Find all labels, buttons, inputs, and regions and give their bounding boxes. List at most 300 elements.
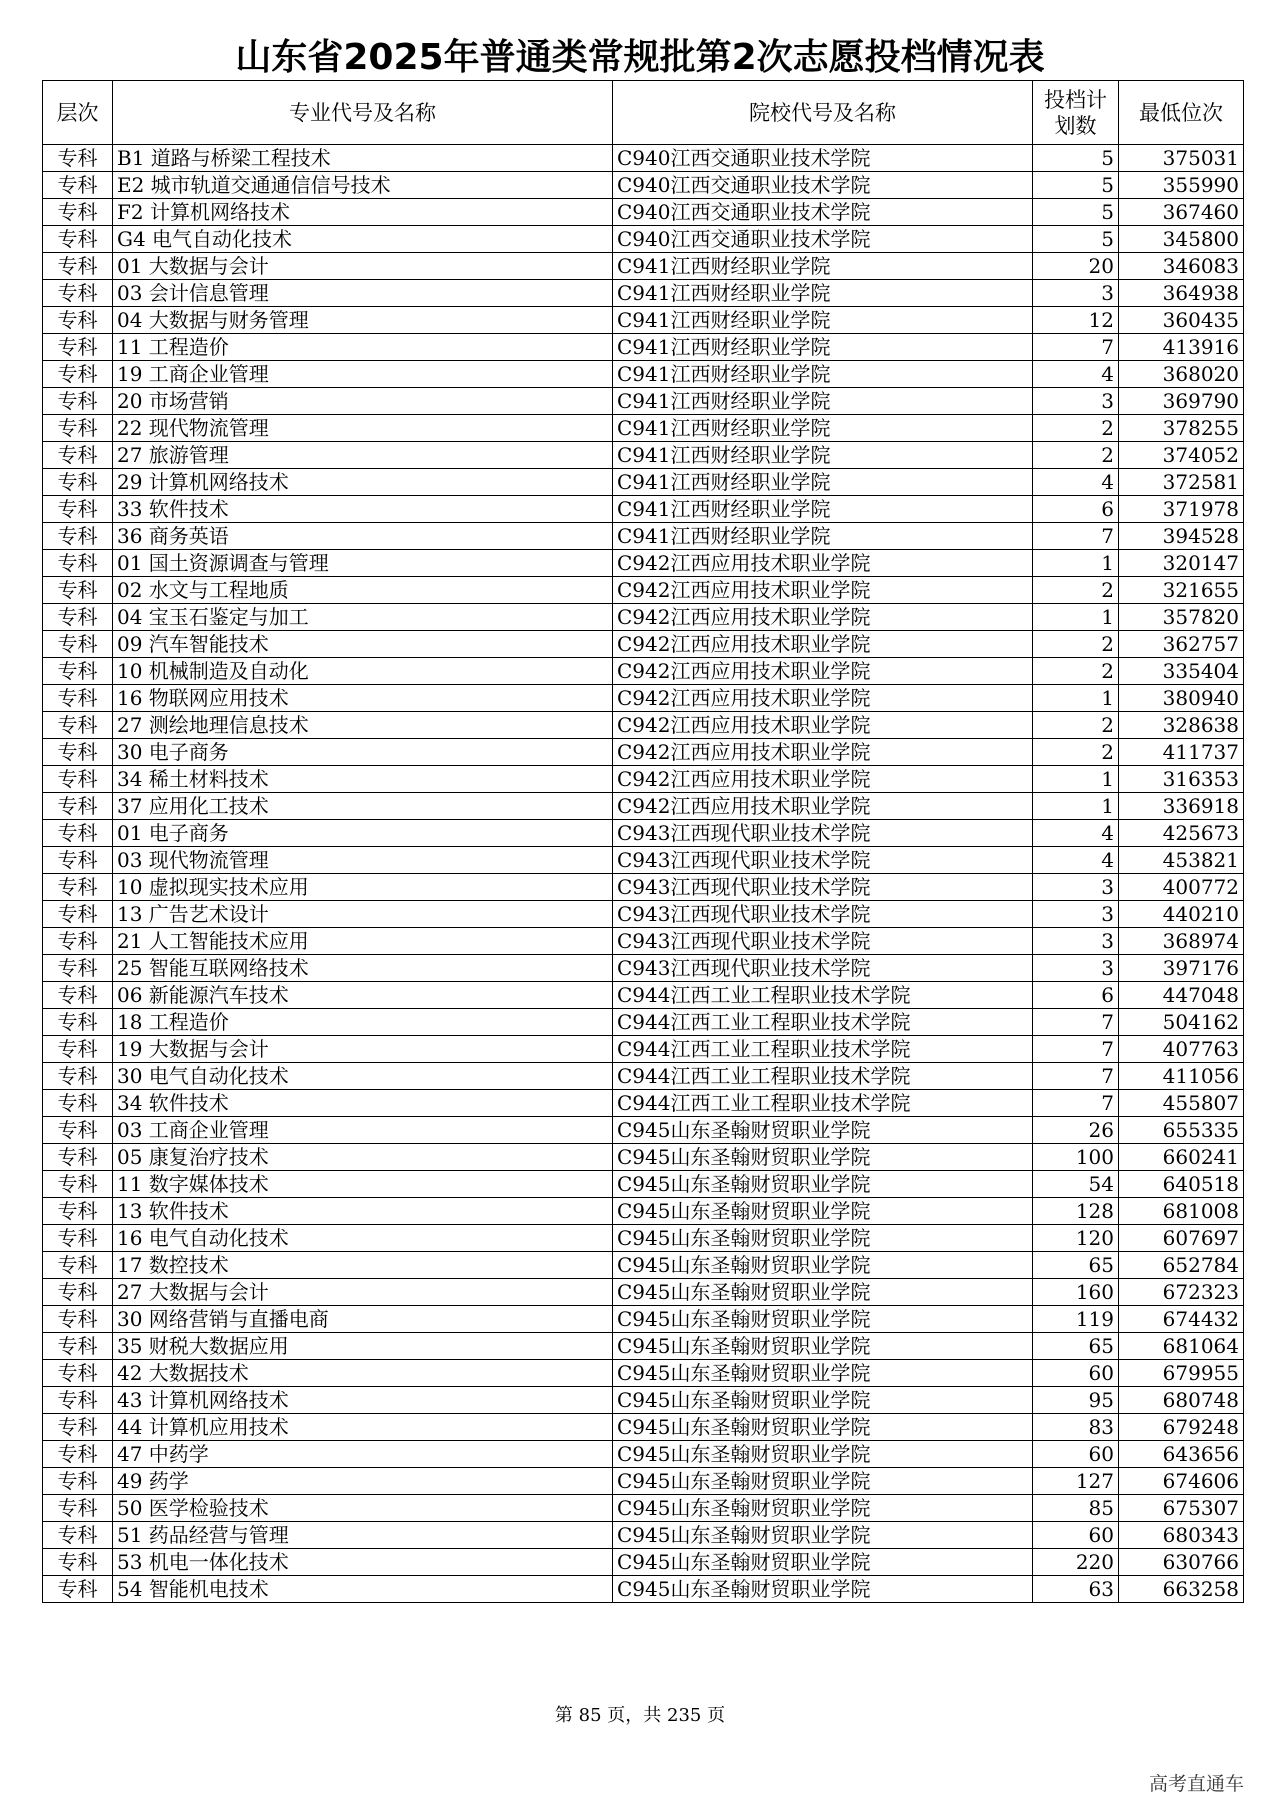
cell-level: 专科 [43, 1414, 113, 1441]
cell-major: 01 电子商务 [113, 820, 613, 847]
table-row [43, 1333, 1244, 1360]
cell-plan-count: 128 [1033, 1198, 1119, 1225]
cell-min-rank: 674432 [1119, 1306, 1244, 1333]
cell-min-rank: 681008 [1119, 1198, 1244, 1225]
cell-level: 专科 [43, 1279, 113, 1306]
cell-plan-count: 65 [1033, 1333, 1119, 1360]
table-row [43, 1441, 1244, 1468]
cell-major: 19 大数据与会计 [113, 1036, 613, 1063]
table-row [43, 658, 1244, 685]
table-row [43, 442, 1244, 469]
cell-school: C940江西交通职业技术学院 [613, 172, 1033, 199]
cell-school: C942江西应用技术职业学院 [613, 766, 1033, 793]
cell-min-rank: 640518 [1119, 1171, 1244, 1198]
table-row [43, 577, 1244, 604]
cell-min-rank: 630766 [1119, 1549, 1244, 1576]
cell-major: 17 数控技术 [113, 1252, 613, 1279]
cell-min-rank: 368020 [1119, 361, 1244, 388]
cell-plan-count: 3 [1033, 901, 1119, 928]
cell-major: 01 国土资源调查与管理 [113, 550, 613, 577]
header-plan-text: 投档计 划数 [1044, 87, 1107, 138]
cell-min-rank: 407763 [1119, 1036, 1244, 1063]
cell-school: C940江西交通职业技术学院 [613, 226, 1033, 253]
cell-level: 专科 [43, 1306, 113, 1333]
cell-major: F2 计算机网络技术 [113, 199, 613, 226]
cell-major: 09 汽车智能技术 [113, 631, 613, 658]
cell-level: 专科 [43, 550, 113, 577]
cell-plan-count: 1 [1033, 604, 1119, 631]
cell-school: C942江西应用技术职业学院 [613, 550, 1033, 577]
cell-min-rank: 374052 [1119, 442, 1244, 469]
cell-min-rank: 453821 [1119, 847, 1244, 874]
cell-school: C941江西财经职业学院 [613, 523, 1033, 550]
cell-min-rank: 368974 [1119, 928, 1244, 955]
table-row [43, 739, 1244, 766]
cell-min-rank: 674606 [1119, 1468, 1244, 1495]
header-major: 专业代号及名称 [113, 81, 613, 145]
cell-plan-count: 83 [1033, 1414, 1119, 1441]
cell-plan-count: 6 [1033, 496, 1119, 523]
cell-school: C945山东圣翰财贸职业学院 [613, 1306, 1033, 1333]
cell-level: 专科 [43, 1036, 113, 1063]
cell-major: 33 软件技术 [113, 496, 613, 523]
cell-plan-count: 1 [1033, 766, 1119, 793]
cell-school: C944江西工业工程职业技术学院 [613, 1036, 1033, 1063]
table-body [43, 145, 1244, 1603]
cell-level: 专科 [43, 955, 113, 982]
cell-major: 22 现代物流管理 [113, 415, 613, 442]
cell-plan-count: 2 [1033, 442, 1119, 469]
cell-major: 34 软件技术 [113, 1090, 613, 1117]
header-plan [1033, 81, 1119, 145]
cell-school: C941江西财经职业学院 [613, 280, 1033, 307]
cell-level: 专科 [43, 442, 113, 469]
cell-min-rank: 355990 [1119, 172, 1244, 199]
cell-plan-count: 5 [1033, 226, 1119, 253]
cell-major: 16 物联网应用技术 [113, 685, 613, 712]
cell-min-rank: 362757 [1119, 631, 1244, 658]
cell-major: 20 市场营销 [113, 388, 613, 415]
cell-level: 专科 [43, 1495, 113, 1522]
cell-min-rank: 660241 [1119, 1144, 1244, 1171]
cell-major: 03 工商企业管理 [113, 1117, 613, 1144]
cell-school: C941江西财经职业学院 [613, 469, 1033, 496]
table-row [43, 982, 1244, 1009]
table-row [43, 793, 1244, 820]
cell-plan-count: 220 [1033, 1549, 1119, 1576]
admission-table [42, 80, 1244, 1603]
cell-school: C941江西财经职业学院 [613, 388, 1033, 415]
cell-major: 29 计算机网络技术 [113, 469, 613, 496]
cell-major: 51 药品经营与管理 [113, 1522, 613, 1549]
table-row [43, 280, 1244, 307]
cell-level: 专科 [43, 1576, 113, 1603]
table-header-row [43, 81, 1244, 145]
cell-school: C945山东圣翰财贸职业学院 [613, 1576, 1033, 1603]
cell-level: 专科 [43, 334, 113, 361]
cell-school: C942江西应用技术职业学院 [613, 793, 1033, 820]
cell-major: 25 智能互联网络技术 [113, 955, 613, 982]
cell-min-rank: 378255 [1119, 415, 1244, 442]
cell-major: 27 测绘地理信息技术 [113, 712, 613, 739]
cell-major: 53 机电一体化技术 [113, 1549, 613, 1576]
cell-major: 35 财税大数据应用 [113, 1333, 613, 1360]
cell-plan-count: 63 [1033, 1576, 1119, 1603]
cell-min-rank: 425673 [1119, 820, 1244, 847]
table-row [43, 361, 1244, 388]
cell-major: 01 大数据与会计 [113, 253, 613, 280]
cell-min-rank: 504162 [1119, 1009, 1244, 1036]
cell-plan-count: 3 [1033, 388, 1119, 415]
cell-plan-count: 4 [1033, 820, 1119, 847]
cell-level: 专科 [43, 847, 113, 874]
cell-major: 27 大数据与会计 [113, 1279, 613, 1306]
cell-level: 专科 [43, 1009, 113, 1036]
table-row [43, 1522, 1244, 1549]
cell-level: 专科 [43, 523, 113, 550]
cell-min-rank: 680343 [1119, 1522, 1244, 1549]
cell-level: 专科 [43, 1171, 113, 1198]
table-row [43, 604, 1244, 631]
table-row [43, 1252, 1244, 1279]
cell-plan-count: 5 [1033, 199, 1119, 226]
table-row [43, 1576, 1244, 1603]
header-school: 院校代号及名称 [613, 81, 1033, 145]
table-row [43, 172, 1244, 199]
cell-min-rank: 663258 [1119, 1576, 1244, 1603]
table-row [43, 1117, 1244, 1144]
table-row [43, 766, 1244, 793]
cell-plan-count: 54 [1033, 1171, 1119, 1198]
table-row [43, 820, 1244, 847]
cell-plan-count: 2 [1033, 712, 1119, 739]
cell-min-rank: 321655 [1119, 577, 1244, 604]
cell-level: 专科 [43, 1117, 113, 1144]
cell-major: 50 医学检验技术 [113, 1495, 613, 1522]
cell-school: C943江西现代职业技术学院 [613, 874, 1033, 901]
cell-major: 03 现代物流管理 [113, 847, 613, 874]
cell-school: C945山东圣翰财贸职业学院 [613, 1522, 1033, 1549]
table-row [43, 712, 1244, 739]
cell-major: 42 大数据技术 [113, 1360, 613, 1387]
cell-plan-count: 2 [1033, 739, 1119, 766]
cell-level: 专科 [43, 226, 113, 253]
cell-level: 专科 [43, 577, 113, 604]
cell-school: C945山东圣翰财贸职业学院 [613, 1198, 1033, 1225]
cell-plan-count: 127 [1033, 1468, 1119, 1495]
cell-plan-count: 2 [1033, 577, 1119, 604]
cell-min-rank: 679955 [1119, 1360, 1244, 1387]
cell-level: 专科 [43, 1225, 113, 1252]
cell-plan-count: 1 [1033, 685, 1119, 712]
cell-school: C945山东圣翰财贸职业学院 [613, 1360, 1033, 1387]
cell-school: C942江西应用技术职业学院 [613, 604, 1033, 631]
table-row [43, 1063, 1244, 1090]
table-row [43, 928, 1244, 955]
table-row [43, 469, 1244, 496]
header-level: 层次 [43, 81, 113, 145]
cell-plan-count: 3 [1033, 955, 1119, 982]
cell-school: C943江西现代职业技术学院 [613, 847, 1033, 874]
cell-plan-count: 120 [1033, 1225, 1119, 1252]
cell-level: 专科 [43, 820, 113, 847]
cell-plan-count: 4 [1033, 847, 1119, 874]
cell-school: C945山东圣翰财贸职业学院 [613, 1387, 1033, 1414]
cell-major: 13 广告艺术设计 [113, 901, 613, 928]
cell-school: C943江西现代职业技术学院 [613, 820, 1033, 847]
cell-level: 专科 [43, 1198, 113, 1225]
cell-major: 11 工程造价 [113, 334, 613, 361]
cell-major: 10 机械制造及自动化 [113, 658, 613, 685]
table-row [43, 307, 1244, 334]
cell-school: C945山东圣翰财贸职业学院 [613, 1225, 1033, 1252]
cell-level: 专科 [43, 793, 113, 820]
cell-school: C945山东圣翰财贸职业学院 [613, 1441, 1033, 1468]
cell-min-rank: 413916 [1119, 334, 1244, 361]
cell-major: 13 软件技术 [113, 1198, 613, 1225]
cell-level: 专科 [43, 1441, 113, 1468]
cell-plan-count: 4 [1033, 469, 1119, 496]
watermark-text: 高考直通车 [1148, 1773, 1244, 1795]
cell-school: C945山东圣翰财贸职业学院 [613, 1171, 1033, 1198]
cell-major: 04 大数据与财务管理 [113, 307, 613, 334]
cell-plan-count: 3 [1033, 280, 1119, 307]
cell-level: 专科 [43, 361, 113, 388]
cell-level: 专科 [43, 982, 113, 1009]
cell-min-rank: 447048 [1119, 982, 1244, 1009]
cell-plan-count: 1 [1033, 793, 1119, 820]
cell-level: 专科 [43, 172, 113, 199]
cell-school: C941江西财经职业学院 [613, 415, 1033, 442]
cell-major: B1 道路与桥梁工程技术 [113, 145, 613, 172]
header-rank: 最低位次 [1119, 81, 1244, 145]
cell-min-rank: 320147 [1119, 550, 1244, 577]
cell-plan-count: 6 [1033, 982, 1119, 1009]
cell-school: C945山东圣翰财贸职业学院 [613, 1144, 1033, 1171]
table-row [43, 1171, 1244, 1198]
cell-level: 专科 [43, 874, 113, 901]
cell-level: 专科 [43, 1549, 113, 1576]
table-row [43, 1225, 1244, 1252]
cell-school: C945山东圣翰财贸职业学院 [613, 1117, 1033, 1144]
cell-plan-count: 100 [1033, 1144, 1119, 1171]
cell-level: 专科 [43, 928, 113, 955]
cell-major: 06 新能源汽车技术 [113, 982, 613, 1009]
table-row [43, 1549, 1244, 1576]
table-row [43, 1036, 1244, 1063]
cell-level: 专科 [43, 1063, 113, 1090]
table-row [43, 901, 1244, 928]
cell-plan-count: 60 [1033, 1522, 1119, 1549]
cell-min-rank: 411737 [1119, 739, 1244, 766]
table-row [43, 199, 1244, 226]
cell-school: C945山东圣翰财贸职业学院 [613, 1495, 1033, 1522]
cell-school: C942江西应用技术职业学院 [613, 685, 1033, 712]
cell-min-rank: 455807 [1119, 1090, 1244, 1117]
cell-major: 19 工商企业管理 [113, 361, 613, 388]
cell-major: 18 工程造价 [113, 1009, 613, 1036]
cell-major: 21 人工智能技术应用 [113, 928, 613, 955]
cell-school: C941江西财经职业学院 [613, 253, 1033, 280]
cell-major: 37 应用化工技术 [113, 793, 613, 820]
cell-school: C945山东圣翰财贸职业学院 [613, 1414, 1033, 1441]
cell-school: C943江西现代职业技术学院 [613, 955, 1033, 982]
cell-level: 专科 [43, 145, 113, 172]
cell-min-rank: 440210 [1119, 901, 1244, 928]
cell-level: 专科 [43, 307, 113, 334]
cell-min-rank: 681064 [1119, 1333, 1244, 1360]
table-row [43, 1468, 1244, 1495]
table-row [43, 1414, 1244, 1441]
cell-min-rank: 371978 [1119, 496, 1244, 523]
cell-plan-count: 5 [1033, 145, 1119, 172]
cell-min-rank: 336918 [1119, 793, 1244, 820]
cell-level: 专科 [43, 253, 113, 280]
cell-level: 专科 [43, 1522, 113, 1549]
table-row [43, 415, 1244, 442]
cell-major: 49 药学 [113, 1468, 613, 1495]
cell-min-rank: 675307 [1119, 1495, 1244, 1522]
table-row [43, 334, 1244, 361]
table-row [43, 1306, 1244, 1333]
cell-level: 专科 [43, 631, 113, 658]
cell-school: C940江西交通职业技术学院 [613, 145, 1033, 172]
cell-level: 专科 [43, 901, 113, 928]
cell-min-rank: 680748 [1119, 1387, 1244, 1414]
cell-level: 专科 [43, 1468, 113, 1495]
cell-plan-count: 60 [1033, 1441, 1119, 1468]
cell-plan-count: 2 [1033, 658, 1119, 685]
cell-school: C945山东圣翰财贸职业学院 [613, 1252, 1033, 1279]
cell-plan-count: 85 [1033, 1495, 1119, 1522]
cell-school: C944江西工业工程职业技术学院 [613, 1009, 1033, 1036]
cell-min-rank: 360435 [1119, 307, 1244, 334]
cell-major: 30 电气自动化技术 [113, 1063, 613, 1090]
cell-school: C942江西应用技术职业学院 [613, 739, 1033, 766]
cell-plan-count: 1 [1033, 550, 1119, 577]
cell-school: C942江西应用技术职业学院 [613, 577, 1033, 604]
cell-plan-count: 7 [1033, 334, 1119, 361]
cell-min-rank: 364938 [1119, 280, 1244, 307]
cell-min-rank: 400772 [1119, 874, 1244, 901]
cell-level: 专科 [43, 469, 113, 496]
cell-level: 专科 [43, 1387, 113, 1414]
cell-major: 43 计算机网络技术 [113, 1387, 613, 1414]
cell-min-rank: 369790 [1119, 388, 1244, 415]
cell-plan-count: 4 [1033, 361, 1119, 388]
table-row [43, 874, 1244, 901]
table-row [43, 523, 1244, 550]
cell-level: 专科 [43, 658, 113, 685]
page-footer: 第 85 页，共 235 页 [554, 1705, 726, 1726]
table-row [43, 1360, 1244, 1387]
cell-min-rank: 375031 [1119, 145, 1244, 172]
cell-major: 30 网络营销与直播电商 [113, 1306, 613, 1333]
table-row [43, 1009, 1244, 1036]
cell-school: C945山东圣翰财贸职业学院 [613, 1333, 1033, 1360]
cell-plan-count: 95 [1033, 1387, 1119, 1414]
cell-plan-count: 2 [1033, 631, 1119, 658]
cell-school: C941江西财经职业学院 [613, 361, 1033, 388]
admission-table-container [42, 80, 1243, 1603]
cell-school: C943江西现代职业技术学院 [613, 901, 1033, 928]
table-row [43, 388, 1244, 415]
cell-major: 30 电子商务 [113, 739, 613, 766]
table-row [43, 631, 1244, 658]
cell-major: 03 会计信息管理 [113, 280, 613, 307]
cell-plan-count: 65 [1033, 1252, 1119, 1279]
cell-plan-count: 7 [1033, 1009, 1119, 1036]
cell-min-rank: 411056 [1119, 1063, 1244, 1090]
cell-school: C944江西工业工程职业技术学院 [613, 1090, 1033, 1117]
cell-level: 专科 [43, 1090, 113, 1117]
cell-major: 11 数字媒体技术 [113, 1171, 613, 1198]
cell-min-rank: 367460 [1119, 199, 1244, 226]
cell-major: 16 电气自动化技术 [113, 1225, 613, 1252]
table-row [43, 1387, 1244, 1414]
cell-school: C943江西现代职业技术学院 [613, 928, 1033, 955]
table-row [43, 1279, 1244, 1306]
cell-school: C945山东圣翰财贸职业学院 [613, 1468, 1033, 1495]
cell-level: 专科 [43, 415, 113, 442]
table-row [43, 1144, 1244, 1171]
cell-level: 专科 [43, 604, 113, 631]
cell-plan-count: 60 [1033, 1360, 1119, 1387]
cell-school: C940江西交通职业技术学院 [613, 199, 1033, 226]
cell-school: C941江西财经职业学院 [613, 496, 1033, 523]
table-row [43, 1495, 1244, 1522]
cell-plan-count: 3 [1033, 928, 1119, 955]
cell-school: C942江西应用技术职业学院 [613, 658, 1033, 685]
cell-major: 54 智能机电技术 [113, 1576, 613, 1603]
cell-plan-count: 5 [1033, 172, 1119, 199]
cell-major: 05 康复治疗技术 [113, 1144, 613, 1171]
cell-level: 专科 [43, 199, 113, 226]
cell-school: C941江西财经职业学院 [613, 442, 1033, 469]
cell-min-rank: 316353 [1119, 766, 1244, 793]
cell-school: C944江西工业工程职业技术学院 [613, 1063, 1033, 1090]
table-row [43, 1198, 1244, 1225]
cell-school: C944江西工业工程职业技术学院 [613, 982, 1033, 1009]
cell-min-rank: 346083 [1119, 253, 1244, 280]
cell-level: 专科 [43, 766, 113, 793]
cell-major: 10 虚拟现实技术应用 [113, 874, 613, 901]
cell-major: 36 商务英语 [113, 523, 613, 550]
cell-min-rank: 380940 [1119, 685, 1244, 712]
table-row [43, 253, 1244, 280]
cell-level: 专科 [43, 388, 113, 415]
cell-min-rank: 357820 [1119, 604, 1244, 631]
cell-plan-count: 12 [1033, 307, 1119, 334]
cell-level: 专科 [43, 685, 113, 712]
cell-level: 专科 [43, 496, 113, 523]
cell-plan-count: 119 [1033, 1306, 1119, 1333]
cell-min-rank: 607697 [1119, 1225, 1244, 1252]
cell-min-rank: 394528 [1119, 523, 1244, 550]
cell-major: E2 城市轨道交通通信信号技术 [113, 172, 613, 199]
cell-min-rank: 655335 [1119, 1117, 1244, 1144]
cell-plan-count: 160 [1033, 1279, 1119, 1306]
cell-plan-count: 3 [1033, 874, 1119, 901]
cell-level: 专科 [43, 280, 113, 307]
cell-min-rank: 643656 [1119, 1441, 1244, 1468]
cell-level: 专科 [43, 712, 113, 739]
cell-school: C942江西应用技术职业学院 [613, 631, 1033, 658]
table-row [43, 685, 1244, 712]
table-row [43, 550, 1244, 577]
cell-level: 专科 [43, 1360, 113, 1387]
cell-min-rank: 345800 [1119, 226, 1244, 253]
